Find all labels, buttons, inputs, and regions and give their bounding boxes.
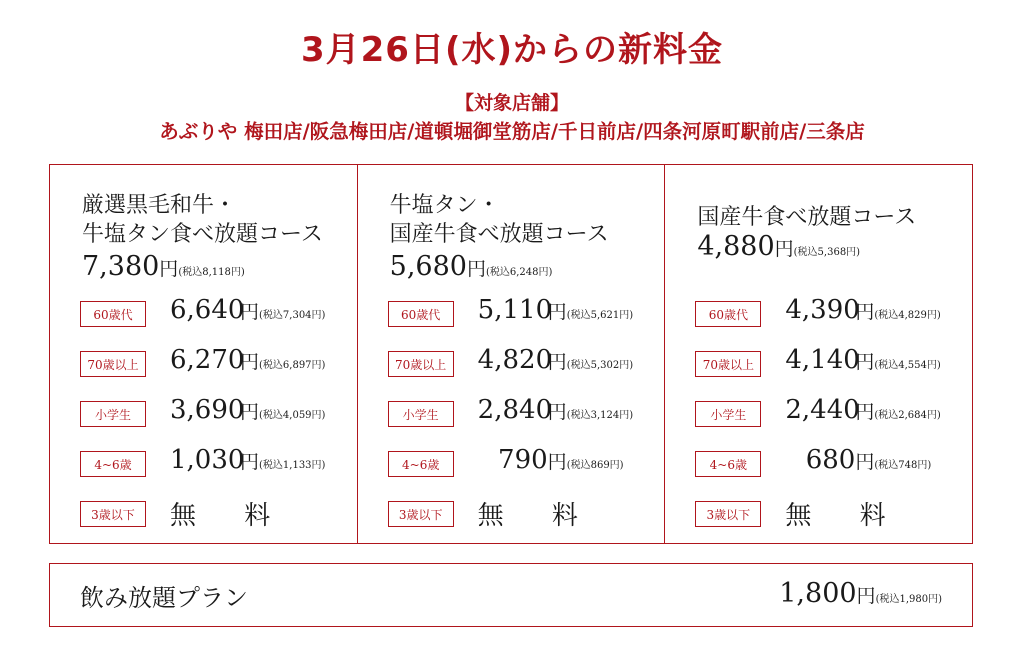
tax-included-price: (税込4,059円): [259, 410, 326, 421]
price-value: 4,140: [785, 345, 860, 375]
yen-unit: 円: [547, 351, 567, 373]
tax-included-price: (税込1,133円): [259, 460, 326, 471]
yen-unit: 円: [159, 258, 179, 280]
yen-unit: 円: [855, 451, 875, 473]
row-price: [478, 345, 648, 375]
yen-unit: 円: [855, 301, 875, 323]
course-price: [697, 231, 860, 262]
yen-unit: 円: [855, 401, 875, 423]
tax-included-price: (税込4,554円): [874, 360, 941, 371]
tax-included-price: (税込4,829円): [874, 310, 941, 321]
age-badge: 4~6歳: [80, 451, 146, 477]
price-value: 2,840: [477, 395, 553, 425]
age-badge: 4~6歳: [388, 451, 454, 477]
course-price: [82, 251, 245, 282]
price-value: 2,440: [785, 395, 860, 425]
row-price: [785, 345, 955, 375]
row-price: [170, 445, 340, 475]
course-name-line: 国産牛食べ放題コース: [389, 222, 609, 247]
price-value: 5,110: [477, 295, 553, 325]
row-price: [170, 295, 340, 325]
price-value: 7,380: [82, 251, 160, 282]
course-name-line: 牛塩タン食べ放題コース: [82, 222, 323, 247]
tax-included-price: (税込8,118円): [178, 267, 245, 278]
price-value: 790: [498, 445, 548, 475]
drink-plan-price: [779, 578, 942, 609]
price-value: 4,820: [477, 345, 553, 375]
tax-included-price: (税込5,368円): [793, 247, 861, 258]
course-name-line: 厳選黒毛和牛・: [82, 193, 237, 218]
age-badge: 小学生: [80, 401, 146, 427]
age-badge: 60歳代: [388, 301, 454, 327]
row-price: [170, 395, 340, 425]
courses-table: [49, 164, 973, 544]
age-badge: 70歳以上: [695, 351, 761, 377]
yen-unit: 円: [240, 351, 260, 373]
age-badge: 小学生: [695, 401, 761, 427]
course-name: [390, 191, 609, 249]
price-value: 6,640: [170, 295, 245, 325]
free-label: 無 料: [477, 501, 598, 531]
tax-included-price: (税込6,248円): [485, 267, 553, 278]
row-price: [478, 395, 648, 425]
yen-unit: 円: [240, 401, 260, 423]
tax-included-price: (税込6,897円): [259, 360, 326, 371]
row-price: [478, 295, 648, 325]
course-name: [82, 191, 323, 249]
row-price: [785, 295, 955, 325]
tax-included-price: (税込3,124円): [566, 410, 634, 421]
row-price: [478, 445, 648, 475]
yen-unit: 円: [240, 451, 260, 473]
age-badge: 70歳以上: [80, 351, 146, 377]
course-column: [664, 165, 972, 543]
tax-included-price: (税込748円): [874, 460, 932, 471]
stores-heading: 【対象店舗】: [454, 92, 569, 114]
age-badge: 60歳代: [80, 301, 146, 327]
free-label: 無 料: [170, 501, 291, 531]
yen-unit: 円: [856, 585, 876, 607]
row-price: [170, 345, 340, 375]
stores-list: あぶりや 梅田店/阪急梅田店/道頓堀御堂筋店/千日前店/四条河原町駅前店/三条店: [159, 120, 865, 143]
yen-unit: 円: [466, 258, 486, 280]
row-price: [785, 395, 955, 425]
age-badge: 4~6歳: [695, 451, 761, 477]
age-badge: 3歳以下: [695, 501, 761, 527]
tax-included-price: (税込2,684円): [874, 410, 941, 421]
tax-included-price: (税込5,621円): [566, 310, 634, 321]
yen-unit: 円: [855, 351, 875, 373]
yen-unit: 円: [774, 238, 794, 260]
age-badge: 60歳代: [695, 301, 761, 327]
drink-plan-name: 飲み放題プラン: [80, 584, 248, 612]
course-price: [390, 251, 553, 282]
price-value: 4,390: [785, 295, 860, 325]
price-value: 1,800: [779, 578, 857, 609]
row-price: [785, 445, 955, 475]
course-column: [357, 165, 665, 543]
tax-included-price: (税込5,302円): [566, 360, 634, 371]
price-value: 3,690: [170, 395, 245, 425]
age-badge: 3歳以下: [80, 501, 146, 527]
price-value: 1,030: [170, 445, 245, 475]
age-badge: 小学生: [388, 401, 454, 427]
course-name-line: 国産牛食べ放題コース: [697, 205, 917, 230]
price-value: 680: [805, 445, 856, 475]
age-badge: 70歳以上: [388, 351, 454, 377]
free-label: 無 料: [785, 501, 906, 531]
tax-included-price: (税込1,980円): [875, 594, 942, 605]
tax-included-price: (税込869円): [566, 460, 624, 471]
age-badge: 3歳以下: [388, 501, 454, 527]
course-name-line: 牛塩タン・: [389, 193, 500, 218]
yen-unit: 円: [547, 451, 567, 473]
yen-unit: 円: [240, 301, 260, 323]
price-value: 6,270: [170, 345, 245, 375]
yen-unit: 円: [547, 401, 567, 423]
price-value: 4,880: [697, 231, 775, 262]
yen-unit: 円: [547, 301, 567, 323]
price-value: 5,680: [389, 251, 467, 282]
tax-included-price: (税込7,304円): [259, 310, 326, 321]
drink-plan-box: [49, 563, 973, 627]
page-title: 3月26日(水)からの新料金: [300, 30, 724, 70]
course-column: [50, 165, 357, 543]
course-name: [697, 203, 916, 232]
